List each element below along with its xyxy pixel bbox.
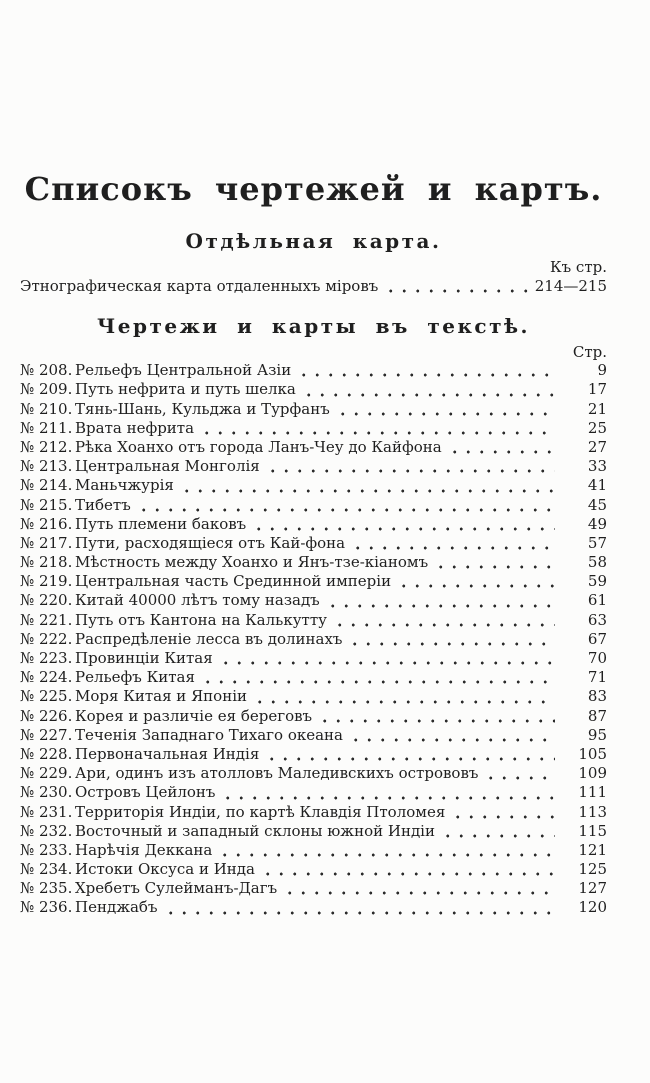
entry-page-number: 57 bbox=[587, 533, 607, 552]
entry-numero: № 216. bbox=[20, 514, 73, 533]
entry-label: Мѣстность между Хоанхо и Янъ-тзе-кіаномъ bbox=[75, 553, 429, 572]
entry-numero: № 221. bbox=[20, 610, 73, 629]
page-title: Списокъ чертежей и картъ. bbox=[24, 170, 603, 208]
page-column-header-separate: Къ стр. bbox=[550, 258, 607, 276]
section-in-text bbox=[20, 313, 607, 917]
entry-page-number: 121 bbox=[578, 840, 607, 859]
toc-row bbox=[20, 419, 607, 438]
entry-label: Центральная часть Срединной имперіи bbox=[75, 572, 392, 591]
dot-leader bbox=[318, 707, 555, 726]
entry-label: Первоначальная Индія bbox=[75, 744, 260, 763]
entry-page-number: 109 bbox=[578, 764, 607, 783]
entry-numero: № 228. bbox=[20, 744, 73, 763]
toc-row bbox=[20, 361, 607, 380]
dot-leader bbox=[253, 687, 555, 706]
entry-numero: № 230. bbox=[20, 783, 73, 802]
entry-page-number: 25 bbox=[587, 418, 607, 437]
entry-numero: № 232. bbox=[20, 821, 73, 840]
toc-row bbox=[20, 822, 607, 841]
toc-row bbox=[20, 745, 607, 764]
dot-leader bbox=[351, 534, 555, 553]
entry-numero: № 225. bbox=[20, 687, 73, 706]
entry-page-number: 71 bbox=[587, 668, 607, 687]
toc-row bbox=[20, 400, 607, 419]
entry-label: Провинціи Китая bbox=[75, 649, 213, 667]
entry-numero: № 214. bbox=[20, 476, 73, 495]
dot-leader bbox=[137, 496, 555, 515]
entry-label: Рѣка Хоанхо отъ города Ланъ-Чеу до Кайфона bbox=[75, 437, 442, 456]
entry-label: Территорія Индіи, по картѣ Клавдія Птоломея bbox=[75, 802, 446, 821]
toc-row bbox=[20, 476, 607, 495]
toc-row bbox=[20, 572, 607, 591]
entry-numero: № 229. bbox=[20, 764, 73, 783]
entry-numero: № 217. bbox=[20, 533, 73, 552]
dot-leader bbox=[180, 476, 555, 495]
entry-numero: № 219. bbox=[20, 572, 73, 591]
in-text-heading: Чертежи и карты въ текстѣ. bbox=[96, 314, 531, 339]
entry-page-number: 27 bbox=[587, 437, 607, 456]
entry-label: Путь отъ Кантона на Калькутту bbox=[75, 610, 327, 629]
dot-leader bbox=[252, 515, 555, 534]
dot-leader bbox=[434, 553, 555, 572]
dot-leader bbox=[336, 400, 555, 419]
entry-label: Корея и различіе ея береговъ bbox=[75, 706, 313, 725]
entry-label: Нарѣчія Деккана bbox=[75, 840, 213, 859]
entry-label: Тибетъ bbox=[75, 495, 131, 514]
entry-page-number: 21 bbox=[587, 399, 607, 418]
dot-leader bbox=[451, 803, 555, 822]
dot-leader bbox=[221, 783, 555, 802]
entry-label: Маньчжурія bbox=[75, 476, 174, 495]
entry-page-number: 115 bbox=[578, 821, 607, 840]
toc-row bbox=[20, 611, 607, 630]
entry-label: Китай 40000 лѣтъ тому назадъ bbox=[75, 591, 320, 610]
in-text-entry-list bbox=[20, 361, 607, 917]
entry-page-number: 83 bbox=[587, 687, 607, 706]
entry-label: Распредѣленіе лесса въ долинахъ bbox=[75, 629, 343, 648]
entry-label: Врата нефрита bbox=[75, 418, 195, 437]
dot-leader bbox=[218, 841, 555, 860]
section-separate-map bbox=[20, 228, 607, 296]
entry-page-number: 214—215 bbox=[534, 277, 607, 295]
entry-numero: № 215. bbox=[20, 495, 73, 514]
toc-row bbox=[20, 553, 607, 572]
entry-label: Тянь-Шань, Кульджа и Турфанъ bbox=[75, 399, 330, 418]
toc-row bbox=[20, 783, 607, 802]
entry-page-number: 127 bbox=[578, 879, 607, 898]
entry-label: Теченія Западнаго Тихаго океана bbox=[75, 725, 343, 744]
toc-row bbox=[20, 668, 607, 687]
toc-row bbox=[20, 277, 607, 296]
entry-numero: № 235. bbox=[20, 879, 73, 898]
page-column-header-in-text: Стр. bbox=[572, 343, 607, 362]
toc-row bbox=[20, 841, 607, 860]
dot-leader bbox=[297, 361, 555, 380]
entry-page-number: 41 bbox=[587, 476, 607, 495]
toc-row bbox=[20, 380, 607, 399]
entry-page-number: 33 bbox=[587, 457, 607, 476]
entry-page-number: 105 bbox=[578, 744, 607, 763]
entry-label: Восточный и западный склоны южной Индіи bbox=[75, 821, 435, 840]
entry-page-number: 59 bbox=[587, 572, 607, 591]
entry-label: Истоки Оксуса и Инда bbox=[75, 860, 255, 879]
toc-row bbox=[20, 898, 607, 917]
dot-leader bbox=[266, 457, 555, 476]
separate-map-entry-list bbox=[20, 277, 607, 296]
entry-label: Моря Китая и Японіи bbox=[75, 687, 248, 706]
dot-leader bbox=[384, 277, 528, 296]
entry-page-number: 61 bbox=[587, 591, 607, 610]
toc-row bbox=[20, 496, 607, 515]
entry-page-number: 45 bbox=[587, 495, 607, 514]
entry-label: Рельефъ Центральной Азіи bbox=[75, 361, 292, 380]
toc-row bbox=[20, 515, 607, 534]
entry-page-number: 9 bbox=[597, 361, 607, 380]
entry-page-number: 95 bbox=[587, 725, 607, 744]
entry-page-number: 58 bbox=[587, 553, 607, 572]
dot-leader bbox=[333, 611, 555, 630]
entry-numero: № 227. bbox=[20, 725, 73, 744]
entry-numero: № 231. bbox=[20, 802, 73, 821]
entry-numero: № 233. bbox=[20, 840, 73, 859]
entry-page-number: 17 bbox=[587, 380, 607, 399]
toc-row bbox=[20, 438, 607, 457]
entry-label: Пенджабъ bbox=[75, 898, 158, 917]
toc-row bbox=[20, 630, 607, 649]
entry-numero: № 209. bbox=[20, 380, 73, 399]
entry-label: Путь племени баковъ bbox=[75, 514, 247, 533]
toc-row bbox=[20, 803, 607, 822]
dot-leader bbox=[265, 745, 555, 764]
entry-label: Путь нефрита и путь шелка bbox=[75, 380, 296, 399]
entry-page-number: 120 bbox=[578, 898, 607, 917]
dot-leader bbox=[349, 726, 555, 745]
toc-row bbox=[20, 726, 607, 745]
entry-label: Ари, одинъ изъ атолловъ Маледивскихъ острововъ bbox=[75, 764, 479, 783]
toc-row bbox=[20, 687, 607, 706]
dot-leader bbox=[397, 572, 555, 591]
toc-row bbox=[20, 649, 607, 668]
entry-label: Рельефъ Китая bbox=[75, 668, 195, 687]
entry-page-number: 111 bbox=[578, 783, 607, 802]
toc-row bbox=[20, 879, 607, 898]
entry-numero: № 208. bbox=[20, 361, 73, 380]
entry-page-number: 87 bbox=[587, 706, 607, 725]
entry-numero: № 226. bbox=[20, 706, 73, 725]
dot-leader bbox=[261, 860, 555, 879]
entry-label: Этнографическая карта отдаленныхъ міровъ bbox=[20, 277, 379, 295]
entry-numero: № 212. bbox=[20, 437, 73, 456]
toc-row bbox=[20, 457, 607, 476]
entry-page-number: 49 bbox=[587, 514, 607, 533]
toc-row bbox=[20, 534, 607, 553]
entry-numero: № 224. bbox=[20, 668, 73, 687]
dot-leader bbox=[484, 764, 555, 783]
dot-leader bbox=[164, 898, 555, 917]
entry-page-number: 125 bbox=[578, 860, 607, 879]
toc-row bbox=[20, 860, 607, 879]
dot-leader bbox=[219, 649, 555, 668]
entry-numero: № 211. bbox=[20, 418, 73, 437]
entry-numero: № 213. bbox=[20, 457, 73, 476]
entry-numero: № 223. bbox=[20, 649, 73, 667]
toc-row bbox=[20, 707, 607, 726]
entry-numero: № 236. bbox=[20, 898, 73, 917]
entry-numero: № 210. bbox=[20, 399, 73, 418]
entry-label: Островъ Цейлонъ bbox=[75, 783, 216, 802]
dot-leader bbox=[326, 591, 555, 610]
entry-numero: № 234. bbox=[20, 860, 73, 879]
entry-page-number: 67 bbox=[587, 629, 607, 648]
entry-page-number: 70 bbox=[587, 649, 607, 667]
entry-numero: № 220. bbox=[20, 591, 73, 610]
dot-leader bbox=[201, 668, 555, 687]
entry-page-number: 113 bbox=[578, 802, 607, 821]
dot-leader bbox=[302, 380, 555, 399]
dot-leader bbox=[448, 438, 555, 457]
dot-leader bbox=[283, 879, 555, 898]
separate-map-heading: Отдѣльная карта. bbox=[185, 229, 442, 253]
toc-row bbox=[20, 591, 607, 610]
dot-leader bbox=[200, 419, 555, 438]
dot-leader bbox=[348, 630, 555, 649]
entry-label: Хребетъ Сулейманъ-Дагъ bbox=[75, 879, 278, 898]
entry-page-number: 63 bbox=[587, 610, 607, 629]
entry-numero: № 218. bbox=[20, 553, 73, 572]
entry-numero: № 222. bbox=[20, 629, 73, 648]
toc-row bbox=[20, 764, 607, 783]
dot-leader bbox=[441, 822, 555, 841]
entry-label: Центральная Монголія bbox=[75, 457, 260, 476]
entry-label: Пути, расходящіеся отъ Кай-фона bbox=[75, 533, 346, 552]
